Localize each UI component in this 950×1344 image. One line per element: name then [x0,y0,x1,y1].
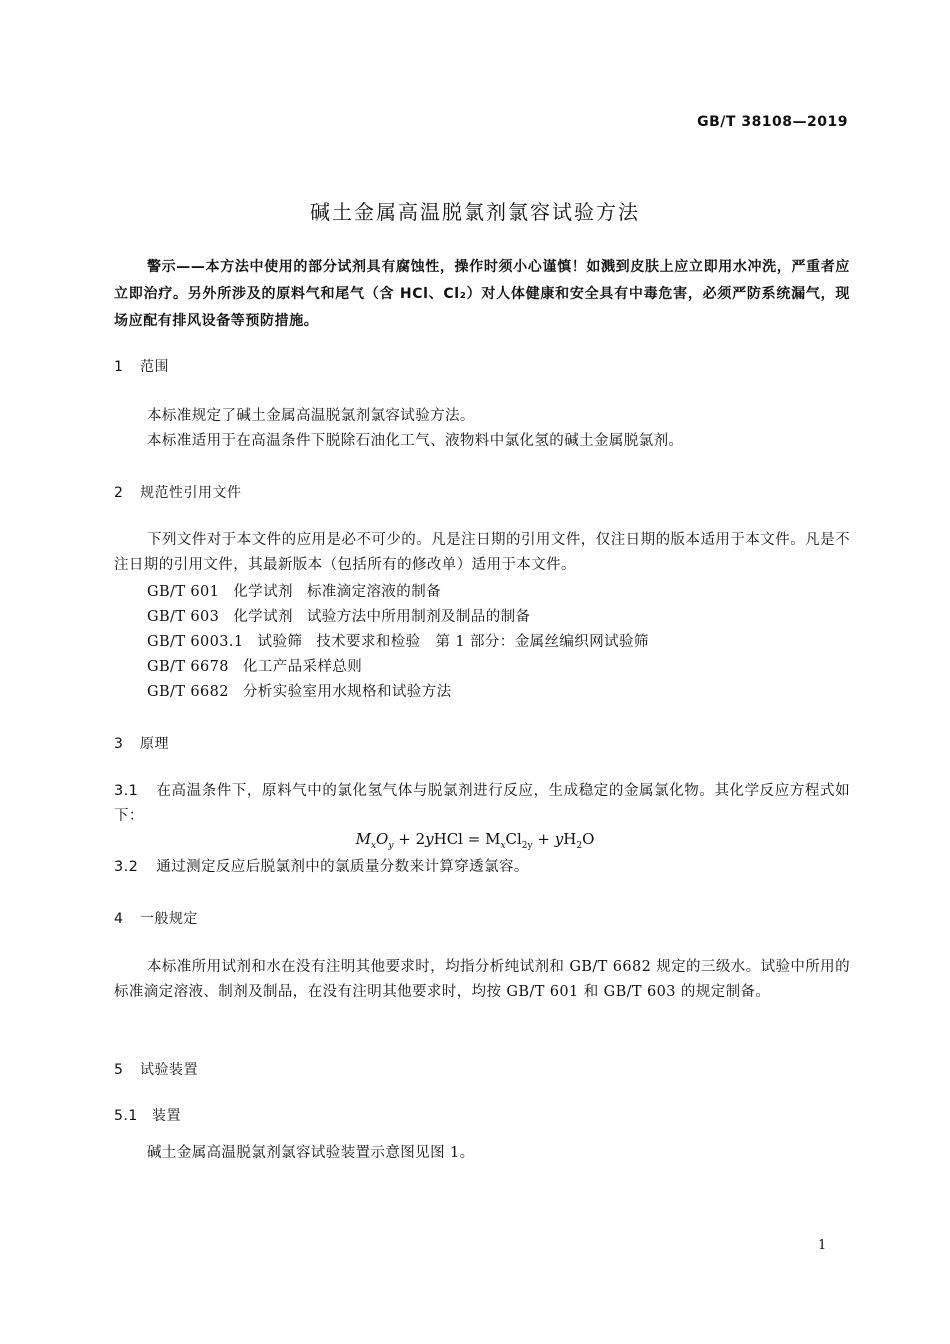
reference-name: 试验筛 [257,634,303,650]
reference-code: GB/T 6003.1 [147,634,244,650]
clause-text: 在高温条件下，原料气中的氯化氢气体与脱氯剂进行反应，生成稳定的金属氯化物。其化学反应方程式如下： [114,783,850,824]
section-title: 一般规定 [140,911,198,927]
section-2-heading [114,482,242,502]
reference-desc: 试验方法中所用制剂及制品的制备 [306,609,531,625]
section-title: 装置 [152,1108,181,1124]
clause-3-2 [114,855,850,880]
reference-name: 化学试剂 [233,584,293,600]
reference-code: GB/T 603 [147,609,220,625]
section-title: 原理 [140,736,169,752]
reaction-formula: $M_xO_y$ + 2yHCl = $M_xCl_{2y} + yH_2O$ [355,830,595,851]
apparatus-paragraph: 碱土金属高温脱氯剂氯容试验装置示意图见图 1。 [147,1145,475,1161]
clause-number: 3.1 [114,783,139,799]
section-1-heading [114,356,169,376]
section-title: 范围 [140,359,169,375]
references-intro: 下列文件对于本文件的应用是必不可少的。凡是注日期的引用文件，仅注日期的版本适用于本文件。凡是不注日期的引用文件，其最新版本（包括所有的修改单）适用于本文件。 [114,532,850,573]
standard-number: GB/T 38108—2019 [697,114,848,130]
clause-text: 通过测定反应后脱氯剂中的氯质量分数来计算穿透氯容。 [156,859,529,875]
section-number: 4 [114,911,124,927]
reference-desc: 技术要求和检验 第 1 部分：金属丝编织网试验筛 [316,634,649,650]
reference-item [147,630,649,651]
reference-item [147,580,441,601]
section-number: 5 [114,1062,124,1078]
reference-desc: 标准滴定溶液的制备 [306,584,441,600]
clause-number: 3.2 [114,859,139,875]
reference-code: GB/T 6678 [147,659,229,675]
reference-item [147,680,452,701]
section-number: 5.1 [114,1108,138,1124]
scope-paragraph-2: 本标准适用于在高温条件下脱除石油化工气、液物料中氯化氢的碱土金属脱氯剂。 [147,433,684,449]
section-title: 规范性引用文件 [140,485,242,501]
reference-item [147,605,530,626]
section-3-heading [114,733,169,753]
general-paragraph: 本标准所用试剂和水在没有注明其他要求时，均指分析纯试剂和 GB/T 6682 规定的三级水。试验中所用的标准滴定溶液、制剂及制品，在没有注明其他要求时，均按 GB/T 601 和 GB/T 603 的规定制备。 [114,959,850,1000]
reference-code: GB/T 601 [147,584,220,600]
reference-code: GB/T 6682 [147,684,229,700]
clause-3-1 [114,779,850,829]
scope-paragraph-1: 本标准规定了碱土金属高温脱氯剂氯容试验方法。 [147,408,475,424]
section-number: 2 [114,485,124,501]
section-title: 试验装置 [140,1062,198,1078]
page-number: 1 [818,1238,827,1253]
reference-name: 化学试剂 [233,609,293,625]
document-title: 碱土金属高温脱氯剂氯容试验方法 [310,200,640,224]
reference-desc: 化工产品采样总则 [242,659,363,675]
section-5-heading [114,1059,198,1079]
reference-item [147,655,362,676]
section-4-heading [114,908,198,928]
section-5-1-heading [114,1105,181,1125]
reference-desc: 分析实验室用水规格和试验方法 [242,684,452,700]
section-number: 3 [114,736,124,752]
warning-paragraph: 警示——本方法中使用的部分试剂具有腐蚀性，操作时须小心谨慎！如溅到皮肤上应立即用水冲洗，严重者应立即治疗。另外所涉及的原料气和尾气（含 HCl、Cl₂）对人体健康和安全具有中毒危害，必须严防系统漏气，现场应配有排风设备等预防措施。 [114,259,850,329]
section-number: 1 [114,359,124,375]
